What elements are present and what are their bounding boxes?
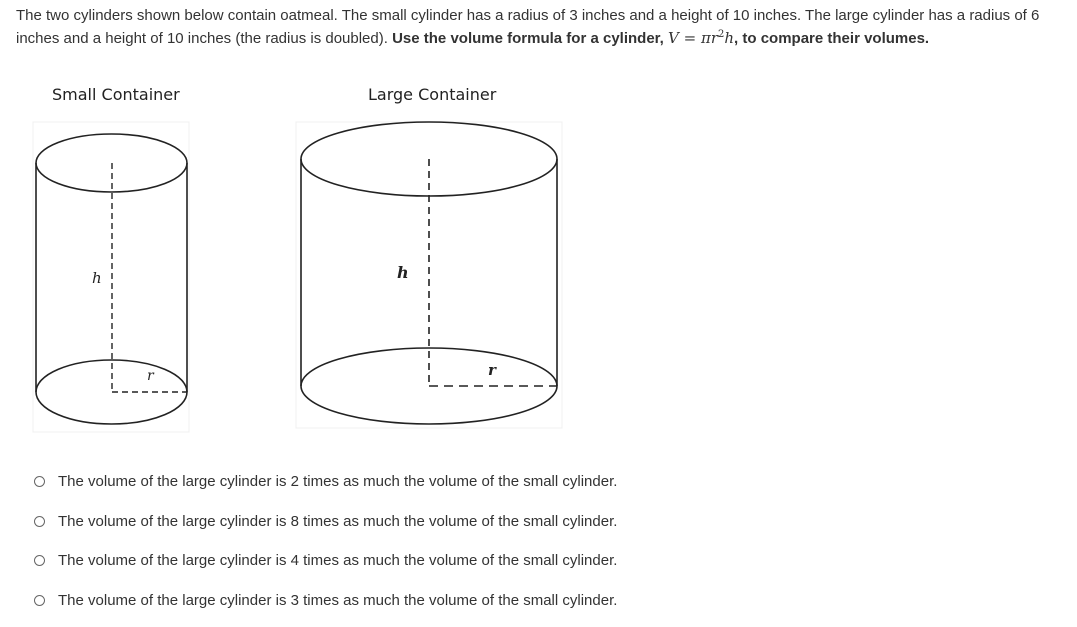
choice-4[interactable] [34, 589, 617, 611]
small-h-label: h [92, 269, 102, 287]
radio-button[interactable] [34, 555, 45, 566]
large-r-label: r [488, 361, 496, 379]
choice-label: The volume of the large cylinder is 8 times as much the volume of the small cylinder. [58, 512, 618, 530]
choice-1[interactable] [34, 470, 617, 492]
question-body: The two cylinders shown below contain oatmeal. The small cylinder has a radius of 3 inches and a height of 10 inches. The large cylinder has a radius of 6 inches and a height of 10 inches (the radius is doubled). [16, 7, 1040, 47]
choice-label: The volume of the large cylinder is 4 times as much the volume of the small cylinder. [58, 551, 618, 569]
choice-3[interactable] [34, 549, 617, 571]
choice-label: The volume of the large cylinder is 2 times as much the volume of the small cylinder. [58, 472, 618, 490]
small-cylinder [36, 134, 187, 424]
large-container-caption: Large Container [368, 85, 497, 104]
question-instruction: Use the volume formula for a cylinder, $V = \pi r^2h$, to compare their volumes. [392, 29, 930, 47]
choice-label: The volume of the large cylinder is 3 times as much the volume of the small cylinder. [58, 591, 618, 609]
choice-2[interactable] [34, 510, 617, 532]
small-figure-frame [33, 122, 189, 432]
radio-button[interactable] [34, 516, 45, 527]
large-figure-frame [296, 122, 562, 428]
small-r-label: r [147, 368, 154, 384]
large-h-label: h [397, 263, 409, 282]
radio-button[interactable] [34, 595, 45, 606]
radio-button[interactable] [34, 476, 45, 487]
volume-formula: $V = \pi r^2h$ [668, 29, 735, 47]
small-container-caption: Small Container [52, 85, 180, 104]
large-cylinder [301, 122, 557, 424]
